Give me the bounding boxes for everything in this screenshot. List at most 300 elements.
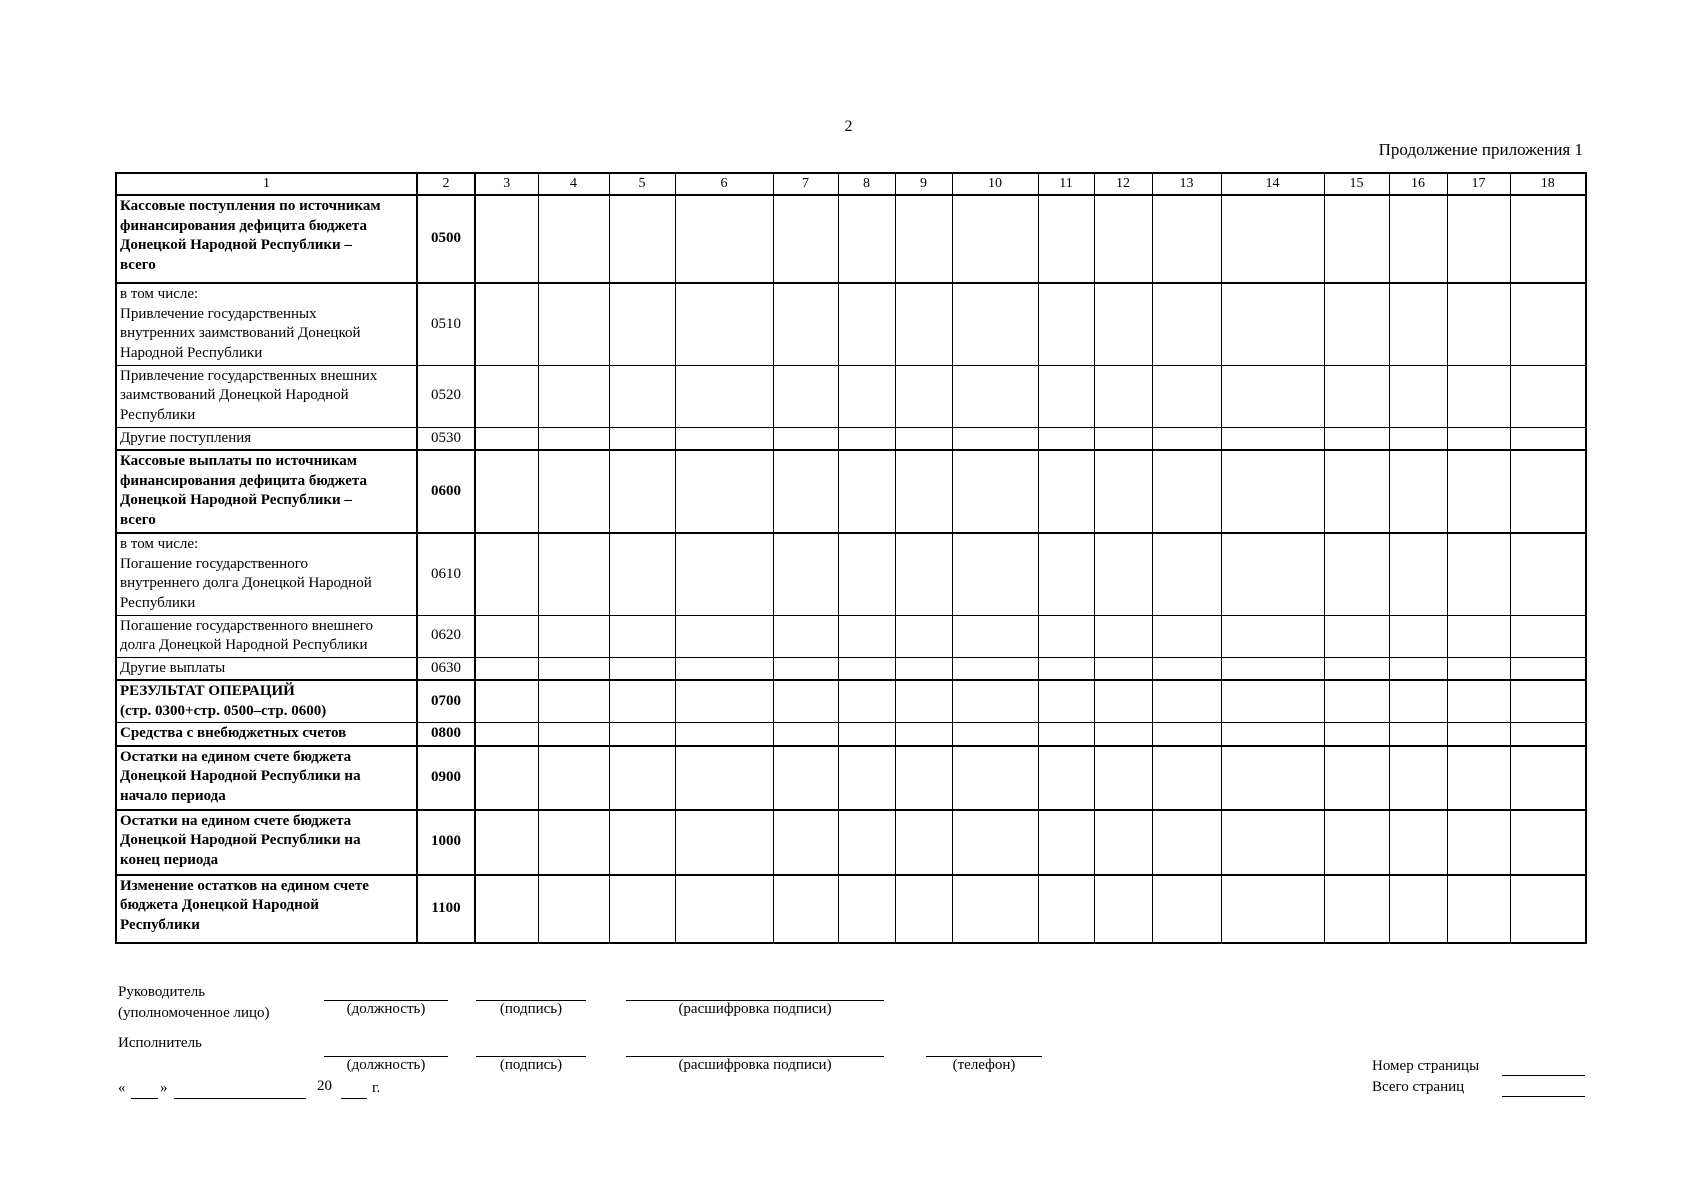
data-cell-col-7[interactable] [773, 533, 838, 615]
row-name-line: Остатки на едином счете бюджета [120, 812, 352, 829]
data-cell-col-18[interactable] [1510, 365, 1586, 427]
executor-signature-caption: (подпись) [499, 1057, 563, 1073]
column-number-13: 13 [1152, 173, 1221, 195]
data-cell-col-6[interactable] [675, 283, 773, 365]
row-name-line: Остатки на едином счете бюджета [120, 748, 352, 765]
data-cell-col-5[interactable] [609, 875, 675, 943]
data-cell-col-17[interactable] [1447, 427, 1510, 450]
data-cell-col-3[interactable] [475, 657, 538, 680]
data-cell-col-5[interactable] [609, 746, 675, 810]
data-cell-col-4[interactable] [538, 615, 609, 657]
data-cell-col-14[interactable] [1221, 195, 1324, 283]
data-cell-col-18[interactable] [1510, 533, 1586, 615]
data-cell-col-16[interactable] [1389, 615, 1447, 657]
data-cell-col-17[interactable] [1447, 723, 1510, 746]
data-cell-col-13[interactable] [1152, 746, 1221, 810]
data-cell-col-11[interactable] [1038, 810, 1094, 875]
data-cell-col-3[interactable] [475, 746, 538, 810]
row-code: 0800 [417, 723, 475, 746]
data-cell-col-11[interactable] [1038, 365, 1094, 427]
table-row [116, 195, 1586, 283]
table-row [116, 810, 1586, 875]
data-cell-col-16[interactable] [1389, 450, 1447, 533]
data-cell-col-7[interactable] [773, 450, 838, 533]
data-cell-col-6[interactable] [675, 680, 773, 723]
data-cell-col-9[interactable] [895, 195, 952, 283]
data-cell-col-4[interactable] [538, 533, 609, 615]
data-cell-col-4[interactable] [538, 427, 609, 450]
data-cell-col-15[interactable] [1324, 746, 1389, 810]
column-number-12: 12 [1094, 173, 1152, 195]
data-cell-col-9[interactable] [895, 657, 952, 680]
data-cell-col-15[interactable] [1324, 427, 1389, 450]
data-cell-col-17[interactable] [1447, 810, 1510, 875]
row-name-line: конец периода [120, 851, 219, 868]
row-name-line: в том числе: [120, 286, 199, 302]
data-cell-col-5[interactable] [609, 195, 675, 283]
data-cell-col-8[interactable] [838, 723, 895, 746]
row-name-line: всего [120, 511, 156, 528]
data-cell-col-11[interactable] [1038, 427, 1094, 450]
data-cell-col-5[interactable] [609, 427, 675, 450]
column-number-9: 9 [895, 173, 952, 195]
data-cell-col-12[interactable] [1094, 365, 1152, 427]
data-cell-col-8[interactable] [838, 810, 895, 875]
data-cell-col-16[interactable] [1389, 195, 1447, 283]
date-month-line[interactable] [174, 1098, 306, 1099]
data-cell-col-16[interactable] [1389, 283, 1447, 365]
data-cell-col-4[interactable] [538, 810, 609, 875]
column-number-17: 17 [1447, 173, 1510, 195]
row-name-line: Донецкой Народной Республики – [120, 492, 352, 508]
date-year-suffix: г. [372, 1080, 381, 1096]
data-cell-col-4[interactable] [538, 746, 609, 810]
data-cell-col-7[interactable] [773, 615, 838, 657]
data-cell-col-16[interactable] [1389, 533, 1447, 615]
data-cell-col-18[interactable] [1510, 810, 1586, 875]
data-cell-col-16[interactable] [1389, 810, 1447, 875]
page-number: 2 [844, 118, 853, 135]
data-cell-col-17[interactable] [1447, 450, 1510, 533]
row-name [116, 810, 417, 875]
data-cell-col-11[interactable] [1038, 680, 1094, 723]
column-number-8: 8 [838, 173, 895, 195]
table-row [116, 427, 1586, 450]
row-name-line: Народной Республики [120, 344, 263, 361]
table-row [116, 875, 1586, 943]
data-cell-col-3[interactable] [475, 365, 538, 427]
data-cell-col-6[interactable] [675, 615, 773, 657]
executor-decoding-caption: (расшифровка подписи) [678, 1057, 832, 1073]
data-cell-col-11[interactable] [1038, 875, 1094, 943]
data-cell-col-3[interactable] [475, 427, 538, 450]
head-decoding-caption: (расшифровка подписи) [678, 1001, 832, 1017]
data-cell-col-14[interactable] [1221, 657, 1324, 680]
data-cell-col-16[interactable] [1389, 657, 1447, 680]
data-cell-col-9[interactable] [895, 746, 952, 810]
data-cell-col-6[interactable] [675, 657, 773, 680]
data-cell-col-17[interactable] [1447, 283, 1510, 365]
data-cell-col-13[interactable] [1152, 450, 1221, 533]
data-cell-col-14[interactable] [1221, 746, 1324, 810]
row-name [116, 283, 417, 365]
row-name-line: внутреннего долга Донецкой Народной [120, 575, 372, 591]
data-cell-col-5[interactable] [609, 283, 675, 365]
data-cell-col-6[interactable] [675, 427, 773, 450]
data-cell-col-10[interactable] [952, 283, 1038, 365]
data-cell-col-18[interactable] [1510, 450, 1586, 533]
data-cell-col-14[interactable] [1221, 680, 1324, 723]
row-name-line: бюджета Донецкой Народной [120, 897, 319, 913]
data-cell-col-12[interactable] [1094, 615, 1152, 657]
data-cell-col-6[interactable] [675, 723, 773, 746]
row-name-line: Погашение государственного [120, 555, 308, 572]
data-cell-col-12[interactable] [1094, 875, 1152, 943]
data-cell-col-13[interactable] [1152, 875, 1221, 943]
row-name-line: начало периода [120, 787, 226, 804]
data-cell-col-10[interactable] [952, 875, 1038, 943]
data-cell-col-17[interactable] [1447, 680, 1510, 723]
data-cell-col-7[interactable] [773, 657, 838, 680]
data-cell-col-13[interactable] [1152, 533, 1221, 615]
data-cell-col-7[interactable] [773, 195, 838, 283]
row-name-line: (стр. 0300+стр. 0500–стр. 0600) [120, 702, 327, 719]
head-label: Руководитель [118, 984, 206, 1000]
row-name-line: Республики [120, 916, 200, 933]
data-cell-col-11[interactable] [1038, 723, 1094, 746]
row-name [116, 615, 417, 657]
data-cell-col-15[interactable] [1324, 723, 1389, 746]
date-year-line[interactable] [341, 1098, 367, 1099]
data-cell-col-11[interactable] [1038, 450, 1094, 533]
head-authority-label: (уполномоченное лицо) [118, 1005, 270, 1021]
data-cell-col-11[interactable] [1038, 746, 1094, 810]
row-name-line: РЕЗУЛЬТАТ ОПЕРАЦИЙ [120, 683, 295, 699]
data-cell-col-9[interactable] [895, 680, 952, 723]
data-cell-col-6[interactable] [675, 450, 773, 533]
executor-position-caption: (должность) [346, 1057, 426, 1073]
data-cell-col-4[interactable] [538, 450, 609, 533]
data-cell-col-3[interactable] [475, 810, 538, 875]
data-cell-col-18[interactable] [1510, 657, 1586, 680]
table-row [116, 657, 1586, 680]
data-cell-col-5[interactable] [609, 657, 675, 680]
data-cell-col-18[interactable] [1510, 283, 1586, 365]
row-name-line: Донецкой Народной Республики на [120, 768, 361, 784]
data-cell-col-9[interactable] [895, 533, 952, 615]
data-cell-col-8[interactable] [838, 533, 895, 615]
column-number-16: 16 [1389, 173, 1447, 195]
data-cell-col-4[interactable] [538, 875, 609, 943]
data-cell-col-12[interactable] [1094, 533, 1152, 615]
data-cell-col-10[interactable] [952, 533, 1038, 615]
data-cell-col-8[interactable] [838, 657, 895, 680]
data-cell-col-15[interactable] [1324, 195, 1389, 283]
data-cell-col-17[interactable] [1447, 615, 1510, 657]
data-cell-col-10[interactable] [952, 195, 1038, 283]
data-cell-col-12[interactable] [1094, 810, 1152, 875]
row-name [116, 195, 417, 283]
data-cell-col-11[interactable] [1038, 533, 1094, 615]
row-name-line: Привлечение государственных внешних [120, 367, 378, 384]
data-cell-col-13[interactable] [1152, 365, 1221, 427]
data-cell-col-18[interactable] [1510, 746, 1586, 810]
data-cell-col-18[interactable] [1510, 195, 1586, 283]
data-cell-col-16[interactable] [1389, 723, 1447, 746]
data-cell-col-13[interactable] [1152, 723, 1221, 746]
data-cell-col-12[interactable] [1094, 723, 1152, 746]
data-cell-col-16[interactable] [1389, 746, 1447, 810]
data-cell-col-5[interactable] [609, 723, 675, 746]
data-cell-col-5[interactable] [609, 615, 675, 657]
head-position-caption: (должность) [346, 1001, 426, 1017]
data-cell-col-17[interactable] [1447, 533, 1510, 615]
data-cell-col-7[interactable] [773, 365, 838, 427]
data-cell-col-12[interactable] [1094, 283, 1152, 365]
row-name-line: долга Донецкой Народной Республики [120, 637, 368, 653]
table-row [116, 365, 1586, 427]
data-cell-col-16[interactable] [1389, 365, 1447, 427]
column-number-4: 4 [538, 173, 609, 195]
column-number-11: 11 [1038, 173, 1094, 195]
data-cell-col-12[interactable] [1094, 195, 1152, 283]
page-number-label: Номер страницы [1372, 1058, 1480, 1074]
data-cell-col-3[interactable] [475, 533, 538, 615]
data-cell-col-14[interactable] [1221, 283, 1324, 365]
data-cell-col-9[interactable] [895, 365, 952, 427]
data-cell-col-6[interactable] [675, 810, 773, 875]
date-day-line[interactable] [131, 1098, 158, 1099]
table-row [116, 615, 1586, 657]
data-cell-col-3[interactable] [475, 723, 538, 746]
data-cell-col-10[interactable] [952, 365, 1038, 427]
data-cell-col-10[interactable] [952, 450, 1038, 533]
data-cell-col-11[interactable] [1038, 195, 1094, 283]
row-name [116, 680, 417, 723]
data-cell-col-10[interactable] [952, 810, 1038, 875]
data-cell-col-14[interactable] [1221, 365, 1324, 427]
data-cell-col-13[interactable] [1152, 427, 1221, 450]
row-code: 0530 [417, 427, 475, 450]
data-cell-col-6[interactable] [675, 746, 773, 810]
executor-label: Исполнитель [118, 1035, 202, 1051]
data-cell-col-13[interactable] [1152, 810, 1221, 875]
data-cell-col-9[interactable] [895, 810, 952, 875]
data-cell-col-10[interactable] [952, 657, 1038, 680]
data-cell-col-14[interactable] [1221, 427, 1324, 450]
data-cell-col-5[interactable] [609, 680, 675, 723]
data-cell-col-13[interactable] [1152, 657, 1221, 680]
table-row [116, 723, 1586, 746]
data-cell-col-8[interactable] [838, 427, 895, 450]
row-name-line: Донецкой Народной Республики на [120, 832, 361, 848]
data-cell-col-5[interactable] [609, 810, 675, 875]
data-cell-col-3[interactable] [475, 875, 538, 943]
total-pages-line[interactable] [1502, 1096, 1585, 1097]
data-cell-col-17[interactable] [1447, 875, 1510, 943]
data-cell-col-10[interactable] [952, 427, 1038, 450]
date-year-prefix: 20 [317, 1078, 332, 1094]
data-cell-col-3[interactable] [475, 615, 538, 657]
executor-phone-caption: (телефон) [952, 1057, 1016, 1073]
data-cell-col-6[interactable] [675, 195, 773, 283]
data-cell-col-14[interactable] [1221, 875, 1324, 943]
data-cell-col-10[interactable] [952, 615, 1038, 657]
data-cell-col-3[interactable] [475, 450, 538, 533]
row-code: 0900 [417, 746, 475, 810]
data-cell-col-17[interactable] [1447, 195, 1510, 283]
data-cell-col-6[interactable] [675, 533, 773, 615]
data-cell-col-4[interactable] [538, 195, 609, 283]
data-cell-col-13[interactable] [1152, 615, 1221, 657]
table-row [116, 746, 1586, 810]
row-code: 0700 [417, 680, 475, 723]
row-name [116, 746, 417, 810]
date-open-quote: « [118, 1080, 126, 1096]
table-row [116, 533, 1586, 615]
data-cell-col-18[interactable] [1510, 615, 1586, 657]
data-cell-col-8[interactable] [838, 450, 895, 533]
data-cell-col-3[interactable] [475, 195, 538, 283]
data-cell-col-7[interactable] [773, 283, 838, 365]
row-name-line: финансирования дефицита бюджета [120, 217, 367, 234]
data-cell-col-7[interactable] [773, 810, 838, 875]
row-code: 1100 [417, 875, 475, 943]
data-cell-col-8[interactable] [838, 283, 895, 365]
row-name-line: Другие поступления [120, 429, 252, 446]
data-cell-col-9[interactable] [895, 450, 952, 533]
column-number-7: 7 [773, 173, 838, 195]
data-cell-col-17[interactable] [1447, 657, 1510, 680]
data-cell-col-15[interactable] [1324, 810, 1389, 875]
column-number-2: 2 [417, 173, 475, 195]
row-code: 0520 [417, 365, 475, 427]
data-cell-col-16[interactable] [1389, 427, 1447, 450]
data-cell-col-11[interactable] [1038, 283, 1094, 365]
data-cell-col-4[interactable] [538, 283, 609, 365]
row-name-line: Изменение остатков на едином счете [120, 877, 369, 894]
data-cell-col-14[interactable] [1221, 810, 1324, 875]
row-name-line: Средства с внебюджетных счетов [120, 725, 347, 741]
data-cell-col-14[interactable] [1221, 723, 1324, 746]
data-cell-col-8[interactable] [838, 680, 895, 723]
column-number-18: 18 [1510, 173, 1586, 195]
data-cell-col-15[interactable] [1324, 283, 1389, 365]
data-cell-col-11[interactable] [1038, 657, 1094, 680]
data-cell-col-17[interactable] [1447, 365, 1510, 427]
row-name-line: Кассовые выплаты по источникам [120, 453, 358, 469]
table-row [116, 680, 1586, 723]
data-cell-col-18[interactable] [1510, 427, 1586, 450]
column-number-15: 15 [1324, 173, 1389, 195]
data-cell-col-3[interactable] [475, 283, 538, 365]
row-code: 0600 [417, 450, 475, 533]
data-cell-col-13[interactable] [1152, 283, 1221, 365]
data-cell-col-12[interactable] [1094, 746, 1152, 810]
data-cell-col-12[interactable] [1094, 450, 1152, 533]
data-cell-col-9[interactable] [895, 283, 952, 365]
data-cell-col-5[interactable] [609, 365, 675, 427]
data-cell-col-10[interactable] [952, 723, 1038, 746]
report-table [115, 172, 1587, 944]
column-number-row [116, 173, 1586, 195]
data-cell-col-18[interactable] [1510, 875, 1586, 943]
data-cell-col-7[interactable] [773, 723, 838, 746]
data-cell-col-14[interactable] [1221, 533, 1324, 615]
data-cell-col-9[interactable] [895, 875, 952, 943]
data-cell-col-16[interactable] [1389, 875, 1447, 943]
column-number-10: 10 [952, 173, 1038, 195]
data-cell-col-17[interactable] [1447, 746, 1510, 810]
data-cell-col-8[interactable] [838, 875, 895, 943]
data-cell-col-15[interactable] [1324, 615, 1389, 657]
column-number-3: 3 [475, 173, 538, 195]
row-name [116, 450, 417, 533]
row-name [116, 427, 417, 450]
data-cell-col-9[interactable] [895, 615, 952, 657]
data-cell-col-11[interactable] [1038, 615, 1094, 657]
data-cell-col-6[interactable] [675, 875, 773, 943]
page-number-line[interactable] [1502, 1075, 1585, 1076]
data-cell-col-4[interactable] [538, 723, 609, 746]
data-cell-col-9[interactable] [895, 427, 952, 450]
data-cell-col-8[interactable] [838, 615, 895, 657]
data-cell-col-15[interactable] [1324, 450, 1389, 533]
data-cell-col-16[interactable] [1389, 680, 1447, 723]
data-cell-col-18[interactable] [1510, 723, 1586, 746]
row-name [116, 365, 417, 427]
data-cell-col-8[interactable] [838, 365, 895, 427]
column-number-6: 6 [675, 173, 773, 195]
data-cell-col-7[interactable] [773, 427, 838, 450]
data-cell-col-7[interactable] [773, 875, 838, 943]
data-cell-col-14[interactable] [1221, 450, 1324, 533]
data-cell-col-4[interactable] [538, 680, 609, 723]
data-cell-col-4[interactable] [538, 365, 609, 427]
data-cell-col-7[interactable] [773, 746, 838, 810]
row-code: 1000 [417, 810, 475, 875]
data-cell-col-12[interactable] [1094, 657, 1152, 680]
data-cell-col-15[interactable] [1324, 365, 1389, 427]
data-cell-col-10[interactable] [952, 746, 1038, 810]
row-name [116, 875, 417, 943]
row-name-line: Республики [120, 594, 196, 611]
data-cell-col-8[interactable] [838, 195, 895, 283]
row-name-line: в том числе: [120, 536, 199, 552]
data-cell-col-18[interactable] [1510, 680, 1586, 723]
data-cell-col-15[interactable] [1324, 680, 1389, 723]
data-cell-col-12[interactable] [1094, 427, 1152, 450]
data-cell-col-5[interactable] [609, 450, 675, 533]
data-cell-col-10[interactable] [952, 680, 1038, 723]
row-name [116, 533, 417, 615]
data-cell-col-12[interactable] [1094, 680, 1152, 723]
data-cell-col-4[interactable] [538, 657, 609, 680]
data-cell-col-3[interactable] [475, 680, 538, 723]
data-cell-col-13[interactable] [1152, 680, 1221, 723]
data-cell-col-8[interactable] [838, 746, 895, 810]
data-cell-col-15[interactable] [1324, 657, 1389, 680]
data-cell-col-9[interactable] [895, 723, 952, 746]
data-cell-col-7[interactable] [773, 680, 838, 723]
row-name [116, 657, 417, 680]
data-cell-col-5[interactable] [609, 533, 675, 615]
data-cell-col-15[interactable] [1324, 875, 1389, 943]
data-cell-col-13[interactable] [1152, 195, 1221, 283]
data-cell-col-15[interactable] [1324, 533, 1389, 615]
data-cell-col-14[interactable] [1221, 615, 1324, 657]
data-cell-col-6[interactable] [675, 365, 773, 427]
